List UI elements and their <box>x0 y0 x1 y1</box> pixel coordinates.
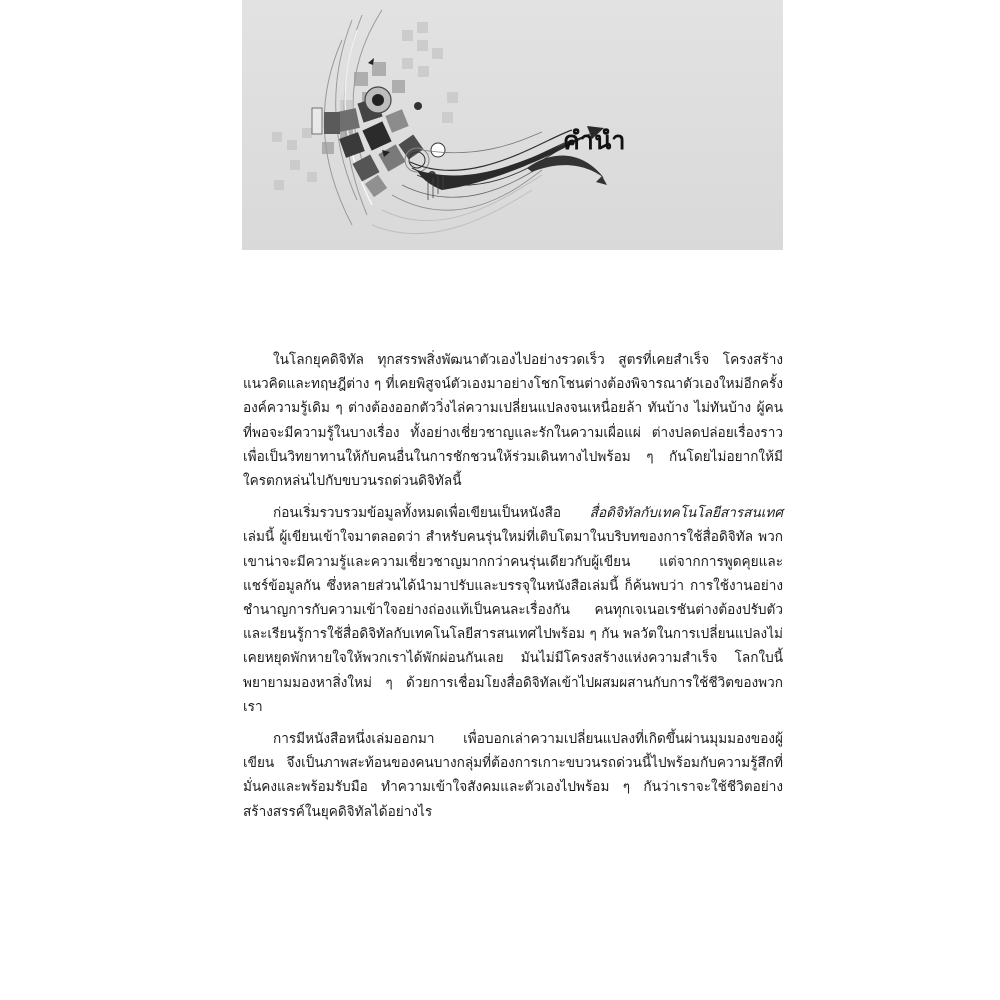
paragraph-2-intro: ก่อนเริ่มรวบรวมข้อมูลทั้งหมดเพื่อเขียนเป็นหนังสือ <box>273 505 590 522</box>
paragraph-2 <box>243 501 783 719</box>
paragraph-2-rest: เล่มนี้ ผู้เขียนเข้าใจมาตลอดว่า สำหรับคนรุ่นใหม่ที่เติบโตมาในบริบทของการใช้สื่อดิจิทัล พวกเขาน่าจะมีความรู้และความเชี่ยวชาญมากกว่าคนรุ่นเดียวกับผู้เขียน แต่จากการพูดคุยและแชร์ข้อมูลกัน ซึ่งหลายส่วนได้นำมาปรับและบรรจุในหนังสือเล่มนี้ ก็ค้นพบว่า การใช้งานอย่างชำนาญการกับความเข้าใจอย่างถ่องแท้เป็นคนละเรื่องกัน คนทุกเจเนอเรชันต่างต้องปรับตัวและเรียนรู้การใช้สื่อดิจิทัลกับเทคโนโลยีสารสนเทศไปพร้อม ๆ กัน พลวัตในการเปลี่ยนแปลงไม่เคยหยุดพักหายใจให้พวกเราได้พักผ่อนกันเลย มันไม่มีโครงสร้างแห่งความสำเร็จ โลกใบนี้พยายามมองหาสิ่งใหม่ ๆ ด้วยการเชื่อมโยงสื่อดิจิทัลเข้าไปผสมผสานกับการใช้ชีวิตของพวกเรา <box>243 529 783 715</box>
page-title: คำนำ <box>563 126 626 155</box>
paragraph-3: การมีหนังสือหนึ่งเล่มออกมา เพื่อบอกเล่าความเปลี่ยนแปลงที่เกิดขึ้นผ่านมุมมองของผู้เขียน จึงเป็นภาพสะท้อนของคนบางกลุ่มที่ต้องการเกาะขบวนรถด่วนนี้ไปพร้อมกับความรู้สึกที่มั่นคงและพร้อมรับมือ ทำความเข้าใจสังคมและตัวเองไปพร้อม ๆ กันว่าเราจะใช้ชีวิตอย่างสร้างสรรค์ในยุคดิจิทัลได้อย่างไร <box>243 731 783 820</box>
paragraph-1: ในโลกยุคดิจิทัล ทุกสรรพสิ่งพัฒนาตัวเองไปอย่างรวดเร็ว สูตรที่เคยสำเร็จ โครงสร้าง แนวคิดและทฤษฎีต่าง ๆ ที่เคยพิสูจน์ตัวเองมาอย่างโชกโชนต่างต้องพิจารณาตัวเองใหม่อีกครั้ง องค์ความรู้เดิม ๆ ต่างต้องออกตัววิ่งไล่ความเปลี่ยนแปลงจนเหนื่อยล้า ทันบ้าง ไม่ทันบ้าง ผู้คนที่พอจะมีความรู้ในบางเรื่อง ทั้งอย่างเชี่ยวชาญและรักในความเผื่อแผ่ ต่างปลดปล่อยเรื่องราวเพื่อเป็นวิทยาทานให้กับคนอื่นในการชักชวนให้ร่วมเดินทางไปพร้อม ๆ กันโดยไม่อยากให้มีใครตกหล่นไปกับขบวนรถด่วนดิจิทัลนี้ <box>243 352 783 490</box>
digital-swirl-illustration <box>242 0 783 250</box>
header-banner <box>242 0 783 250</box>
book-title: สื่อดิจิทัลกับเทคโนโลยีสารสนเทศ <box>589 505 783 522</box>
preface-body <box>243 348 783 832</box>
